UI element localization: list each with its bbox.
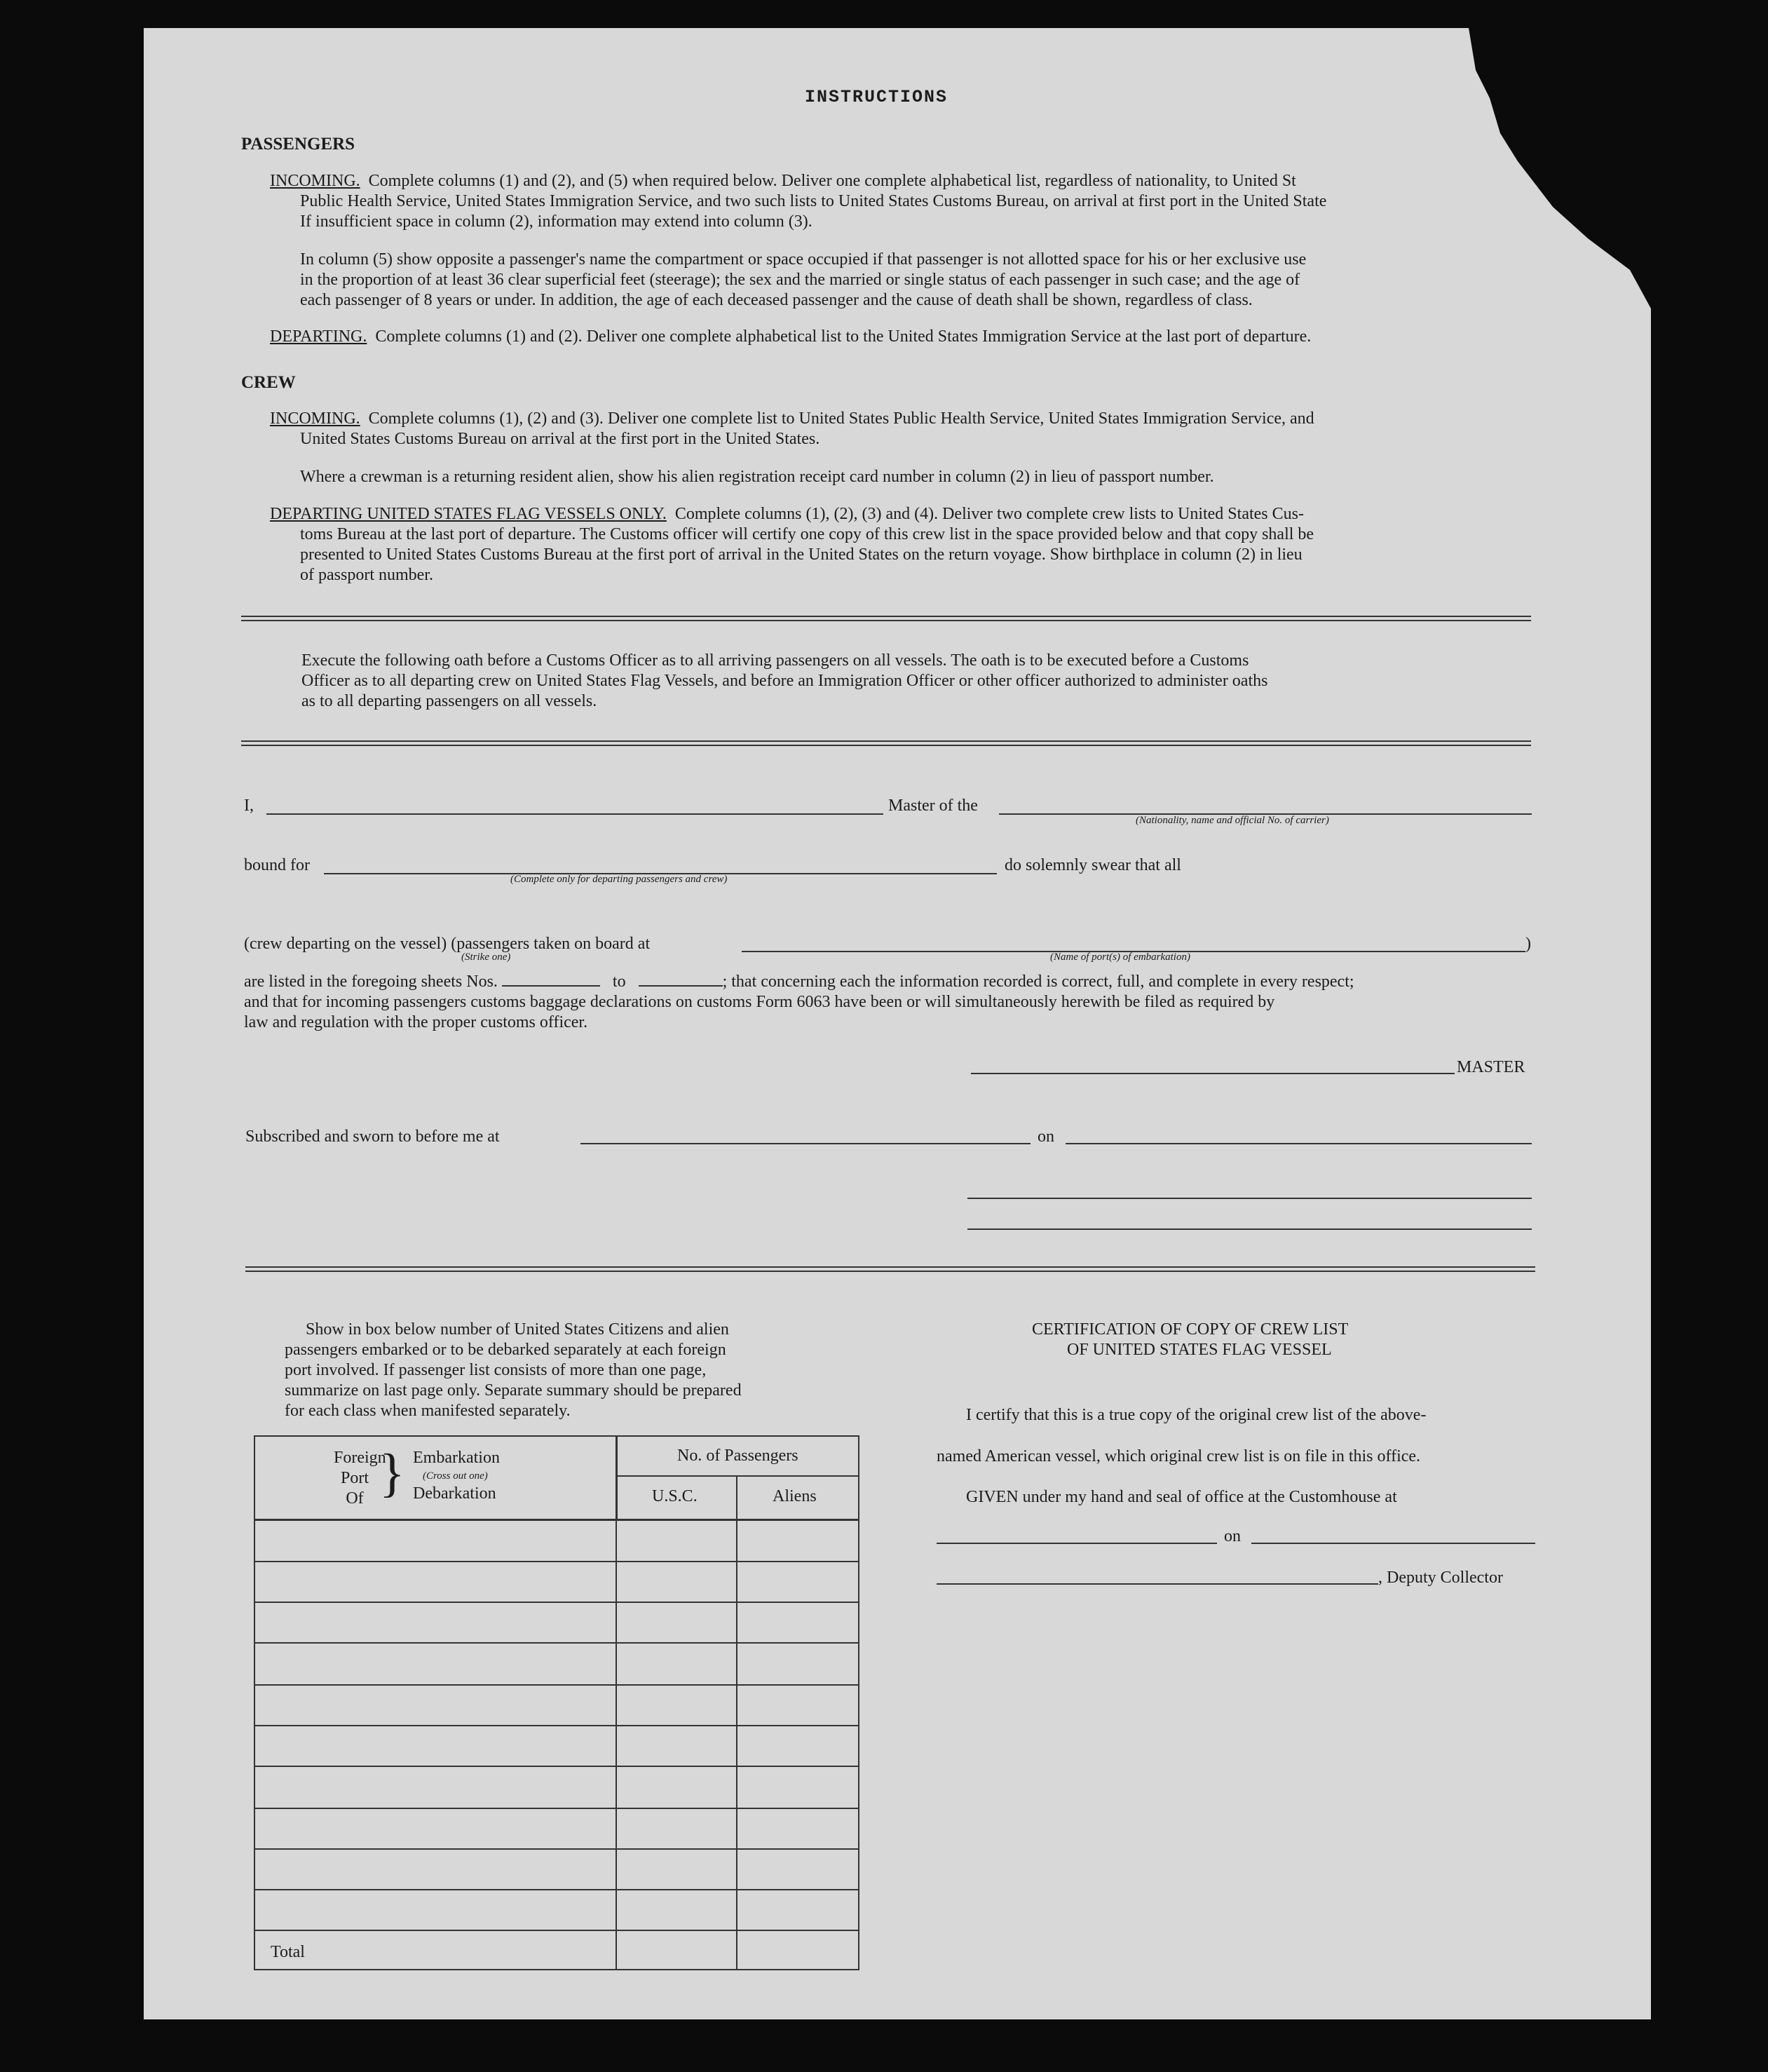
of-label: Of xyxy=(346,1489,364,1508)
summary-row-line xyxy=(254,1519,859,1520)
summary-line2: passengers embarked or to be debarked separately at each foreign xyxy=(285,1341,726,1359)
deputy-collector-label: , Deputy Collector xyxy=(1378,1569,1503,1587)
subscribed-label: Subscribed and sworn to before me at xyxy=(245,1128,500,1146)
oath-instructions-line3: as to all departing passengers on all vessels. xyxy=(301,692,597,710)
crew-heading: CREW xyxy=(241,373,296,392)
summary-row-line xyxy=(254,1766,859,1767)
solemnly-swear-text: do solemnly swear that all xyxy=(1005,856,1181,874)
officer-signature-field[interactable] xyxy=(967,1198,1532,1199)
passengers-incoming-text1: Complete columns (1) and (2), and (5) when required below. Deliver one complete alphabetical list, regardless of nationality, to United St xyxy=(368,172,1296,190)
passengers-incoming-line3: If insufficient space in column (2), information may extend into column (3). xyxy=(300,212,812,231)
certification-line2: named American vessel, which original crew list is on file in this office. xyxy=(937,1447,1421,1465)
customhouse-field[interactable] xyxy=(937,1543,1217,1544)
page-title: INSTRUCTIONS xyxy=(805,87,948,107)
passengers-col5-line1: In column (5) show opposite a passenger's name the compartment or space occupied if that passenger is not allotted space for his or her exclusive use xyxy=(300,250,1307,269)
no-passengers-header: No. of Passengers xyxy=(617,1436,859,1520)
oath-i-label: I, xyxy=(244,797,254,815)
passengers-col5-line2: in the proportion of at least 36 clear superficial feet (steerage); the sex and the married or single status of each passenger in such case; and the age of xyxy=(300,271,1300,289)
port-hint: (Name of port(s) of embarkation) xyxy=(1050,952,1190,963)
officer-title-field[interactable] xyxy=(967,1228,1532,1230)
usc-header: U.S.C. xyxy=(652,1487,698,1505)
sworn-date-field[interactable] xyxy=(1066,1143,1532,1144)
passengers-col5-line3: each passenger of 8 years or under. In addition, the age of each deceased passenger and the cause of death shall be shown, regardless of class. xyxy=(300,291,1253,309)
summary-row-line xyxy=(254,1889,859,1890)
sworn-on-label: on xyxy=(1038,1128,1054,1146)
sheet-from-field[interactable] xyxy=(502,973,600,987)
summary-row-line xyxy=(254,1684,859,1686)
summary-row-line xyxy=(254,1602,859,1603)
brace-glyph: } xyxy=(379,1444,405,1503)
crew-departing-text1: Complete columns (1), (2), (3) and (4). Deliver two complete crew lists to United States Cus- xyxy=(674,505,1304,523)
summary-row-line xyxy=(254,1848,859,1850)
listed-sheets-label: are listed in the foregoing sheets Nos. xyxy=(244,973,498,991)
passengers-incoming-label: INCOMING. xyxy=(270,172,360,190)
section-divider xyxy=(241,616,1531,621)
certification-title-line1: CERTIFICATION OF COPY OF CREW LIST xyxy=(1032,1320,1349,1339)
master-signature-field[interactable] xyxy=(971,1073,1455,1074)
nationality-hint: (Nationality, name and official No. of carrier) xyxy=(1136,815,1329,826)
summary-col-divider xyxy=(736,1475,737,1970)
close-paren: ) xyxy=(1525,935,1531,953)
cross-out-hint: (Cross out one) xyxy=(423,1470,488,1482)
summary-row-line xyxy=(254,1642,859,1644)
crew-departing-line1 xyxy=(270,504,1304,524)
certification-title-line2: OF UNITED STATES FLAG VESSEL xyxy=(1067,1341,1332,1359)
crew-departing-label: DEPARTING UNITED STATES FLAG VESSELS ONLY. xyxy=(270,505,667,523)
passengers-heading: PASSENGERS xyxy=(241,135,355,154)
summary-line5: for each class when manifested separately. xyxy=(285,1402,571,1420)
passengers-departing-label: DEPARTING. xyxy=(270,327,367,346)
passengers-incoming-line1 xyxy=(270,171,1296,191)
strike-one-hint: (Strike one) xyxy=(461,952,511,963)
listed-line2: and that for incoming passengers customs baggage declarations on customs Form 6063 have been or will simultaneously herewith be filed as required by xyxy=(244,993,1275,1011)
crew-incoming-text1: Complete columns (1), (2) and (3). Deliver one complete list to United States Public Health Service, United States Immigration Service, and xyxy=(368,409,1314,428)
certification-date-field[interactable] xyxy=(1251,1543,1535,1544)
summary-row-line xyxy=(254,1930,859,1931)
aliens-header: Aliens xyxy=(773,1487,817,1505)
listed-line3: law and regulation with the proper customs officer. xyxy=(244,1013,588,1031)
summary-row-line xyxy=(254,1725,859,1726)
sheet-to-field[interactable] xyxy=(639,973,723,987)
crew-departing-line3: presented to United States Customs Bureau at the first port of arrival in the United States on the return voyage. Show birthplace in column (2) in lieu xyxy=(300,546,1303,564)
crew-incoming-line2: United States Customs Bureau on arrival at the first port in the United States. xyxy=(300,430,820,448)
crew-departing-choice: (crew departing on the vessel) (passengers taken on board at xyxy=(244,935,651,953)
section-divider xyxy=(241,740,1531,746)
crew-departing-line2: toms Bureau at the last port of departure. The Customs officer will certify one copy of this crew list in the space provided below and that copy shall be xyxy=(300,525,1314,543)
passengers-incoming-line2: Public Health Service, United States Immigration Service, and two such lists to United States Customs Bureau, on arrival at first port in the United State xyxy=(300,192,1327,210)
bound-for-label: bound for xyxy=(244,856,310,874)
oath-instructions-line1: Execute the following oath before a Customs Officer as to all arriving passengers on all vessels. The oath is to be executed before a Customs xyxy=(301,651,1249,670)
listed-to-label: to xyxy=(612,973,626,991)
certification-line3: GIVEN under my hand and seal of office at the Customhouse at xyxy=(966,1488,1397,1506)
certification-line1: I certify that this is a true copy of the original crew list of the above- xyxy=(966,1406,1427,1424)
deputy-collector-field[interactable] xyxy=(937,1583,1378,1585)
debarkation-label: Debarkation xyxy=(413,1484,496,1503)
foreign-label: Foreign xyxy=(334,1449,386,1467)
listed-info-text: ; that concerning each the information recorded is correct, full, and complete in every respect; xyxy=(722,973,1354,991)
oath-instructions-line2: Officer as to all departing crew on United States Flag Vessels, and before an Immigration Officer or other officer authorized to administer oaths xyxy=(301,672,1268,690)
sworn-location-field[interactable] xyxy=(580,1143,1031,1144)
master-label: MASTER xyxy=(1457,1058,1525,1076)
crew-resident-text: Where a crewman is a returning resident alien, show his alien registration receipt card number in column (2) in lieu of passport number. xyxy=(300,468,1214,486)
total-label: Total xyxy=(271,1943,305,1961)
passengers-departing-line xyxy=(270,327,1311,347)
passengers-departing-text: Complete columns (1) and (2). Deliver one complete alphabetical list to the United States Immigration Service at the last port of departure. xyxy=(375,327,1312,346)
port-label: Port xyxy=(340,1469,369,1487)
master-of-the-label: Master of the xyxy=(888,797,978,815)
summary-line1: Show in box below number of United States Citizens and alien xyxy=(306,1320,729,1339)
crew-incoming-line1 xyxy=(270,409,1314,429)
embarkation-label: Embarkation xyxy=(413,1449,500,1467)
summary-header-divider xyxy=(616,1475,859,1477)
master-name-field[interactable] xyxy=(266,813,883,815)
crew-incoming-label: INCOMING. xyxy=(270,409,360,428)
summary-row-line xyxy=(254,1561,859,1562)
certification-on-label: on xyxy=(1224,1527,1241,1545)
summary-line4: summarize on last page only. Separate summary should be prepared xyxy=(285,1381,742,1400)
listed-line1 xyxy=(244,972,1354,992)
complete-only-hint: (Complete only for departing passengers and crew) xyxy=(510,874,728,885)
summary-row-line xyxy=(254,1808,859,1809)
section-divider xyxy=(245,1266,1535,1272)
summary-line3: port involved. If passenger list consists of more than one page, xyxy=(285,1361,707,1379)
crew-departing-line4: of passport number. xyxy=(300,566,433,584)
